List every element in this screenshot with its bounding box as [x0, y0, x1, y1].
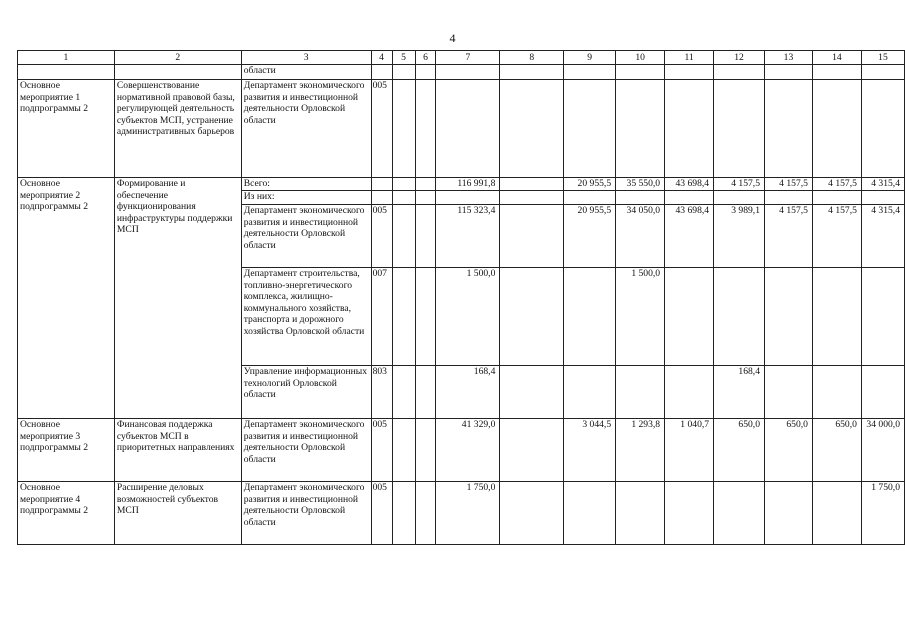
table-row — [18, 419, 905, 482]
value-cell — [616, 191, 665, 205]
header-cell: 12 — [714, 51, 765, 65]
value-cell: 650,0 — [765, 419, 813, 482]
cell — [392, 191, 415, 205]
table-row — [18, 482, 905, 545]
value-cell — [564, 366, 616, 419]
code-cell — [371, 191, 392, 205]
value-cell — [564, 268, 616, 366]
cell — [500, 205, 564, 268]
cell — [500, 366, 564, 419]
executor-cell: Департамент экономического развития и инвестиционной деятельности Орловской области — [241, 482, 371, 545]
value-cell: 168,4 — [436, 366, 500, 419]
value-cell — [616, 366, 665, 419]
measure-description-cell: Финансовая поддержка субъектов МСП в приоритетных направлениях — [114, 419, 241, 482]
value-cell: 115 323,4 — [436, 205, 500, 268]
value-cell — [436, 191, 500, 205]
cell — [18, 65, 115, 80]
cell — [392, 366, 415, 419]
continuation-row — [18, 65, 905, 80]
value-cell: 168,4 — [714, 366, 765, 419]
cell — [415, 419, 436, 482]
executor-cell: Департамент экономического развития и инвестиционной деятельности Орловской области — [241, 205, 371, 268]
value-cell: 43 698,4 — [665, 178, 714, 191]
value-cell — [861, 191, 904, 205]
cell — [392, 80, 415, 178]
code-cell: 005 — [371, 205, 392, 268]
value-cell: 4 157,5 — [812, 178, 861, 191]
value-cell: 4 315,4 — [861, 205, 904, 268]
value-cell — [765, 482, 813, 545]
header-cell: 7 — [436, 51, 500, 65]
code-cell: 005 — [371, 80, 392, 178]
cell — [765, 65, 813, 80]
value-cell — [616, 80, 665, 178]
executor-cell: Департамент экономического развития и инвестиционной деятельности Орловской области — [241, 419, 371, 482]
value-cell: 35 550,0 — [616, 178, 665, 191]
value-cell — [564, 482, 616, 545]
value-cell: 41 329,0 — [436, 419, 500, 482]
value-cell: 34 050,0 — [616, 205, 665, 268]
header-cell: 1 — [18, 51, 115, 65]
value-cell: 43 698,4 — [665, 205, 714, 268]
cell — [714, 65, 765, 80]
cell — [392, 178, 415, 191]
table-row — [18, 178, 905, 191]
cell — [500, 419, 564, 482]
header-cell: 4 — [371, 51, 392, 65]
header-cell: 5 — [392, 51, 415, 65]
value-cell: 1 500,0 — [436, 268, 500, 366]
value-cell — [861, 366, 904, 419]
value-cell — [564, 80, 616, 178]
value-cell — [564, 191, 616, 205]
value-cell — [812, 366, 861, 419]
cell — [500, 80, 564, 178]
value-cell: 116 991,8 — [436, 178, 500, 191]
cell — [436, 65, 500, 80]
cell — [812, 65, 861, 80]
header-row — [18, 51, 905, 65]
header-cell: 10 — [616, 51, 665, 65]
header-cell: 14 — [812, 51, 861, 65]
header-cell: 9 — [564, 51, 616, 65]
value-cell: 4 157,5 — [812, 205, 861, 268]
cell — [665, 65, 714, 80]
header-cell: 15 — [861, 51, 904, 65]
cell — [415, 191, 436, 205]
page-number: 4 — [449, 31, 456, 45]
header-cell: 6 — [415, 51, 436, 65]
executor-cell: Управление информационных технологий Орловской области — [241, 366, 371, 419]
measure-name-cell: Основное мероприятие 3 подпрограммы 2 — [18, 419, 115, 482]
header-cell: 3 — [241, 51, 371, 65]
cell — [564, 65, 616, 80]
cell — [500, 65, 564, 80]
value-cell: 1 750,0 — [436, 482, 500, 545]
value-cell: 1 293,8 — [616, 419, 665, 482]
measure-description-cell: Совершенствование нормативной правовой базы, регулирующей деятельность субъектов МСП, устранение административных барьеров — [114, 80, 241, 178]
value-cell — [436, 80, 500, 178]
cell — [114, 65, 241, 80]
executor-cell: Всего: — [241, 178, 371, 191]
value-cell — [714, 191, 765, 205]
value-cell: 650,0 — [812, 419, 861, 482]
value-cell — [714, 268, 765, 366]
cell — [415, 366, 436, 419]
value-cell: 1 500,0 — [616, 268, 665, 366]
value-cell — [616, 482, 665, 545]
value-cell: 20 955,5 — [564, 178, 616, 191]
code-cell: 005 — [371, 419, 392, 482]
value-cell — [765, 80, 813, 178]
measure-description-cell: Формирование и обеспечение функционирования инфраструктуры поддержки МСП — [114, 178, 241, 419]
header-cell: 2 — [114, 51, 241, 65]
value-cell — [861, 268, 904, 366]
code-cell — [371, 178, 392, 191]
value-cell — [765, 268, 813, 366]
header-cell: 8 — [500, 51, 564, 65]
cell — [392, 65, 415, 80]
cell — [500, 178, 564, 191]
cell — [392, 268, 415, 366]
cell — [392, 419, 415, 482]
header-cell: 11 — [665, 51, 714, 65]
value-cell — [665, 366, 714, 419]
value-cell: 1 040,7 — [665, 419, 714, 482]
measure-name-cell: Основное мероприятие 2 подпрограммы 2 — [18, 178, 115, 419]
value-cell — [665, 191, 714, 205]
value-cell — [812, 80, 861, 178]
cell — [415, 65, 436, 80]
header-cell: 13 — [765, 51, 813, 65]
value-cell: 650,0 — [714, 419, 765, 482]
measure-name-cell: Основное мероприятие 1 подпрограммы 2 — [18, 80, 115, 178]
value-cell: 4 157,5 — [765, 178, 813, 191]
value-cell: 3 989,1 — [714, 205, 765, 268]
measure-name-cell: Основное мероприятие 4 подпрограммы 2 — [18, 482, 115, 545]
cell — [861, 65, 904, 80]
code-cell: 803 — [371, 366, 392, 419]
cell — [371, 65, 392, 80]
value-cell: 4 157,5 — [714, 178, 765, 191]
cell — [500, 482, 564, 545]
value-cell — [714, 80, 765, 178]
cell — [415, 178, 436, 191]
value-cell: 1 750,0 — [861, 482, 904, 545]
executor-cell: Департамент экономического развития и инвестиционной деятельности Орловской области — [241, 80, 371, 178]
value-cell: 3 044,5 — [564, 419, 616, 482]
cell — [415, 205, 436, 268]
executor-cell: области — [241, 65, 371, 80]
value-cell: 4 157,5 — [765, 205, 813, 268]
executor-cell: Из них: — [241, 191, 371, 205]
code-cell: 005 — [371, 482, 392, 545]
code-cell: 007 — [371, 268, 392, 366]
cell — [500, 268, 564, 366]
cell — [392, 205, 415, 268]
cell — [415, 482, 436, 545]
value-cell — [765, 191, 813, 205]
value-cell — [714, 482, 765, 545]
value-cell — [765, 366, 813, 419]
measure-description-cell: Расширение деловых возможностей субъектов МСП — [114, 482, 241, 545]
cell — [415, 80, 436, 178]
cell — [392, 482, 415, 545]
value-cell — [665, 80, 714, 178]
value-cell — [812, 191, 861, 205]
cell — [415, 268, 436, 366]
table-row — [18, 80, 905, 178]
value-cell: 34 000,0 — [861, 419, 904, 482]
value-cell: 20 955,5 — [564, 205, 616, 268]
cell — [500, 191, 564, 205]
value-cell — [812, 268, 861, 366]
value-cell — [665, 268, 714, 366]
program-table — [17, 50, 905, 545]
value-cell — [812, 482, 861, 545]
cell — [616, 65, 665, 80]
value-cell — [861, 80, 904, 178]
executor-cell: Департамент строительства, топливно-энергетического комплекса, жилищно-коммунального хозяйства, транспорта и дорожного хозяйства Орловской области — [241, 268, 371, 366]
value-cell — [665, 482, 714, 545]
value-cell: 4 315,4 — [861, 178, 904, 191]
